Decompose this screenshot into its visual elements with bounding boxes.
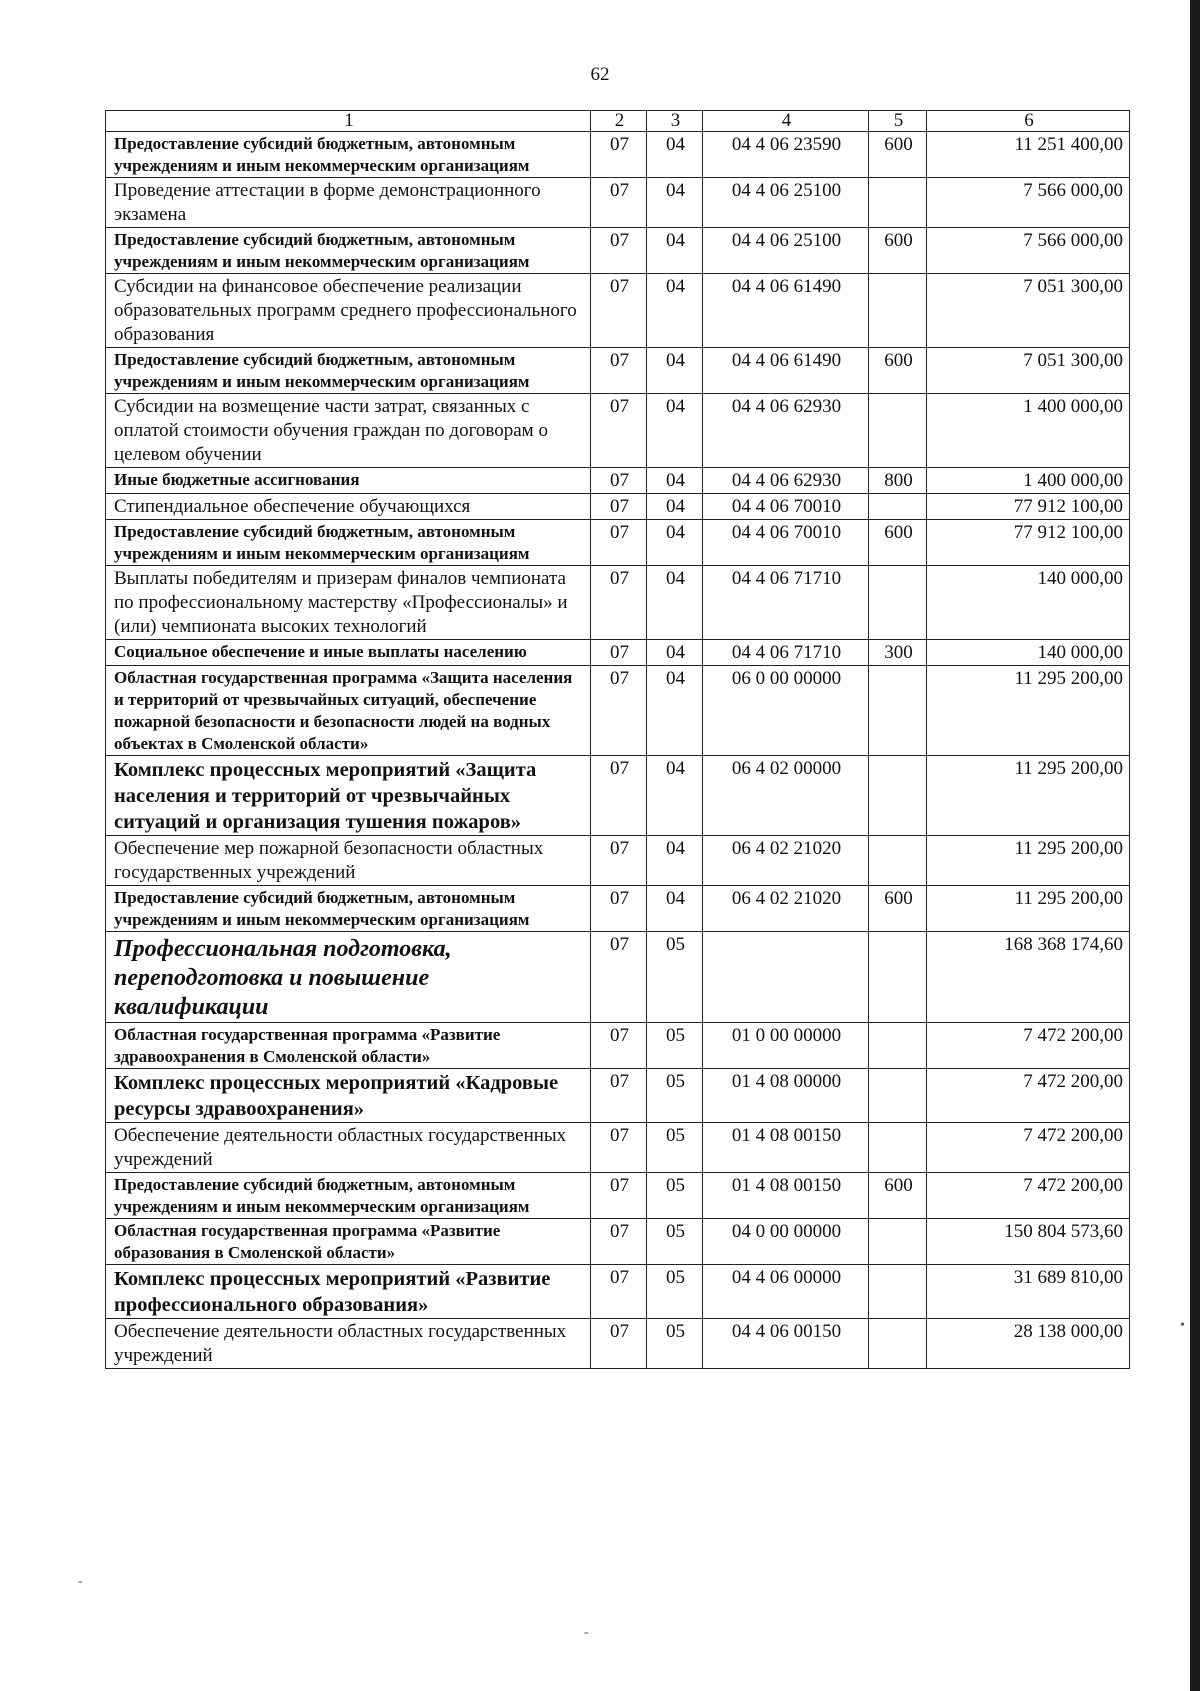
table-row <box>106 520 1130 566</box>
amount-cell: 1 400 000,00 <box>927 394 1130 468</box>
row-name-cell: Субсидии на возмещение части затрат, связанных с оплатой стоимости обучения граждан по договорам о целевом обучении <box>106 394 591 468</box>
section-code-cell: 07 <box>591 274 647 348</box>
row-name-cell: Областная государственная программа «Развитие образования в Смоленской области» <box>106 1219 591 1265</box>
target-article-cell: 04 4 06 61490 <box>703 274 869 348</box>
row-name-cell: Предоставление субсидий бюджетным, автономным учреждениям и иным некоммерческим организациям <box>106 886 591 932</box>
scan-mark: • <box>1180 1318 1185 1333</box>
page-edge-shadow <box>1190 0 1200 1691</box>
amount-cell: 7 566 000,00 <box>927 228 1130 274</box>
amount-cell: 168 368 174,60 <box>927 932 1130 1023</box>
section-code-cell: 07 <box>591 132 647 178</box>
column-header: 4 <box>703 111 869 132</box>
expense-type-cell: 600 <box>869 348 927 394</box>
amount-cell: 11 295 200,00 <box>927 886 1130 932</box>
table-row <box>106 132 1130 178</box>
row-name-cell: Обеспечение мер пожарной безопасности областных государственных учреждений <box>106 836 591 886</box>
table-row <box>106 348 1130 394</box>
row-name-cell: Социальное обеспечение и иные выплаты населению <box>106 640 591 666</box>
expense-type-cell: 300 <box>869 640 927 666</box>
row-name-cell: Предоставление субсидий бюджетным, автономным учреждениям и иным некоммерческим организациям <box>106 348 591 394</box>
table-row <box>106 886 1130 932</box>
target-article-cell: 04 4 06 62930 <box>703 394 869 468</box>
table-row <box>106 468 1130 494</box>
row-name-cell: Предоставление субсидий бюджетным, автономным учреждениям и иным некоммерческим организациям <box>106 520 591 566</box>
row-name-cell: Областная государственная программа «Развитие здравоохранения в Смоленской области» <box>106 1023 591 1069</box>
expense-type-cell <box>869 1319 927 1369</box>
target-article-cell: 01 4 08 00150 <box>703 1123 869 1173</box>
expense-type-cell <box>869 1069 927 1123</box>
target-article-cell: 04 0 00 00000 <box>703 1219 869 1265</box>
table-body <box>106 132 1130 1369</box>
amount-cell: 11 295 200,00 <box>927 836 1130 886</box>
target-article-cell: 01 4 08 00150 <box>703 1173 869 1219</box>
expense-type-cell: 600 <box>869 1173 927 1219</box>
target-article-cell: 04 4 06 71710 <box>703 566 869 640</box>
section-code-cell: 07 <box>591 1319 647 1369</box>
target-article-cell: 06 4 02 00000 <box>703 756 869 836</box>
subsection-code-cell: 04 <box>647 886 703 932</box>
subsection-code-cell: 04 <box>647 132 703 178</box>
target-article-cell: 04 4 06 00150 <box>703 1319 869 1369</box>
table-row <box>106 1265 1130 1319</box>
row-name-cell: Обеспечение деятельности областных государственных учреждений <box>106 1319 591 1369</box>
expense-type-cell: 600 <box>869 520 927 566</box>
table-row <box>106 274 1130 348</box>
section-code-cell: 07 <box>591 1265 647 1319</box>
expense-type-cell <box>869 394 927 468</box>
subsection-code-cell: 04 <box>647 666 703 756</box>
section-code-cell: 07 <box>591 494 647 520</box>
subsection-code-cell: 04 <box>647 178 703 228</box>
row-name-cell: Выплаты победителям и призерам финалов чемпионата по профессиональному мастерству «Профессионалы» и (или) чемпионата высоких технологий <box>106 566 591 640</box>
section-code-cell: 07 <box>591 836 647 886</box>
section-code-cell: 07 <box>591 756 647 836</box>
expense-type-cell <box>869 1265 927 1319</box>
amount-cell: 11 295 200,00 <box>927 756 1130 836</box>
amount-cell: 77 912 100,00 <box>927 520 1130 566</box>
target-article-cell: 06 0 00 00000 <box>703 666 869 756</box>
section-code-cell: 07 <box>591 566 647 640</box>
subsection-code-cell: 05 <box>647 1123 703 1173</box>
row-name-cell: Предоставление субсидий бюджетным, автономным учреждениям и иным некоммерческим организациям <box>106 132 591 178</box>
table-row <box>106 1123 1130 1173</box>
row-name-cell: Проведение аттестации в форме демонстрационного экзамена <box>106 178 591 228</box>
amount-cell: 150 804 573,60 <box>927 1219 1130 1265</box>
subsection-code-cell: 05 <box>647 932 703 1023</box>
expense-type-cell <box>869 566 927 640</box>
table-row <box>106 836 1130 886</box>
column-header: 6 <box>927 111 1130 132</box>
row-name-cell: Стипендиальное обеспечение обучающихся <box>106 494 591 520</box>
target-article-cell: 01 4 08 00000 <box>703 1069 869 1123</box>
target-article-cell: 04 4 06 70010 <box>703 494 869 520</box>
amount-cell: 11 295 200,00 <box>927 666 1130 756</box>
target-article-cell: 06 4 02 21020 <box>703 836 869 886</box>
amount-cell: 140 000,00 <box>927 640 1130 666</box>
row-name-cell: Областная государственная программа «Защита населения и территорий от чрезвычайных ситуаций, обеспечение пожарной безопасности и безопасности людей на водных объектах в Смоленской области» <box>106 666 591 756</box>
subsection-code-cell: 05 <box>647 1173 703 1219</box>
table-row <box>106 394 1130 468</box>
amount-cell: 7 566 000,00 <box>927 178 1130 228</box>
section-code-cell: 07 <box>591 1123 647 1173</box>
expense-type-cell <box>869 1219 927 1265</box>
target-article-cell: 04 4 06 71710 <box>703 640 869 666</box>
expense-type-cell: 800 <box>869 468 927 494</box>
target-article-cell: 04 4 06 00000 <box>703 1265 869 1319</box>
table-row <box>106 178 1130 228</box>
table-row <box>106 1173 1130 1219</box>
table-row <box>106 666 1130 756</box>
column-header: 2 <box>591 111 647 132</box>
budget-table <box>105 110 1130 1369</box>
section-code-cell: 07 <box>591 394 647 468</box>
expense-type-cell <box>869 1123 927 1173</box>
subsection-code-cell: 05 <box>647 1265 703 1319</box>
expense-type-cell: 600 <box>869 886 927 932</box>
section-code-cell: 07 <box>591 932 647 1023</box>
section-code-cell: 07 <box>591 640 647 666</box>
section-code-cell: 07 <box>591 468 647 494</box>
section-code-cell: 07 <box>591 886 647 932</box>
subsection-code-cell: 04 <box>647 274 703 348</box>
column-header-row <box>106 111 1130 132</box>
row-name-cell: Обеспечение деятельности областных государственных учреждений <box>106 1123 591 1173</box>
row-name-cell: Субсидии на финансовое обеспечение реализации образовательных программ среднего профессионального образования <box>106 274 591 348</box>
table-row <box>106 566 1130 640</box>
target-article-cell: 04 4 06 25100 <box>703 228 869 274</box>
row-name-cell: Предоставление субсидий бюджетным, автономным учреждениям и иным некоммерческим организациям <box>106 1173 591 1219</box>
subsection-code-cell: 04 <box>647 394 703 468</box>
table-row <box>106 640 1130 666</box>
table-row <box>106 1219 1130 1265</box>
page-number: 62 <box>590 64 610 85</box>
amount-cell: 7 051 300,00 <box>927 348 1130 394</box>
amount-cell: 1 400 000,00 <box>927 468 1130 494</box>
target-article-cell: 04 4 06 25100 <box>703 178 869 228</box>
row-name-cell: Комплекс процессных мероприятий «Развитие профессионального образования» <box>106 1265 591 1319</box>
section-code-cell: 07 <box>591 666 647 756</box>
expense-type-cell <box>869 274 927 348</box>
section-code-cell: 07 <box>591 1023 647 1069</box>
subsection-code-cell: 05 <box>647 1069 703 1123</box>
table-row <box>106 494 1130 520</box>
amount-cell: 7 472 200,00 <box>927 1023 1130 1069</box>
table-row <box>106 1319 1130 1369</box>
table-row <box>106 1023 1130 1069</box>
section-code-cell: 07 <box>591 1069 647 1123</box>
section-code-cell: 07 <box>591 520 647 566</box>
amount-cell: 11 251 400,00 <box>927 132 1130 178</box>
scan-mark: - <box>78 1574 83 1589</box>
expense-type-cell <box>869 932 927 1023</box>
amount-cell: 77 912 100,00 <box>927 494 1130 520</box>
expense-type-cell <box>869 756 927 836</box>
amount-cell: 7 472 200,00 <box>927 1069 1130 1123</box>
target-article-cell <box>703 932 869 1023</box>
column-header: 1 <box>106 111 591 132</box>
target-article-cell: 04 4 06 23590 <box>703 132 869 178</box>
section-code-cell: 07 <box>591 228 647 274</box>
subsection-code-cell: 05 <box>647 1023 703 1069</box>
expense-type-cell <box>869 1023 927 1069</box>
amount-cell: 7 472 200,00 <box>927 1173 1130 1219</box>
target-article-cell: 06 4 02 21020 <box>703 886 869 932</box>
subsection-code-cell: 04 <box>647 756 703 836</box>
section-code-cell: 07 <box>591 348 647 394</box>
row-name-cell: Комплекс процессных мероприятий «Кадровые ресурсы здравоохранения» <box>106 1069 591 1123</box>
section-code-cell: 07 <box>591 1219 647 1265</box>
section-code-cell: 07 <box>591 178 647 228</box>
table-row <box>106 932 1130 1023</box>
target-article-cell: 01 0 00 00000 <box>703 1023 869 1069</box>
amount-cell: 31 689 810,00 <box>927 1265 1130 1319</box>
row-name-cell: Профессиональная подготовка, переподготовка и повышение квалификации <box>106 932 591 1023</box>
scan-mark: - <box>584 1625 589 1640</box>
expense-type-cell <box>869 836 927 886</box>
section-code-cell: 07 <box>591 1173 647 1219</box>
subsection-code-cell: 05 <box>647 1319 703 1369</box>
column-header: 5 <box>869 111 927 132</box>
target-article-cell: 04 4 06 61490 <box>703 348 869 394</box>
expense-type-cell <box>869 178 927 228</box>
target-article-cell: 04 4 06 70010 <box>703 520 869 566</box>
table-row <box>106 1069 1130 1123</box>
target-article-cell: 04 4 06 62930 <box>703 468 869 494</box>
expense-type-cell: 600 <box>869 132 927 178</box>
subsection-code-cell: 04 <box>647 348 703 394</box>
row-name-cell: Предоставление субсидий бюджетным, автономным учреждениям и иным некоммерческим организациям <box>106 228 591 274</box>
amount-cell: 28 138 000,00 <box>927 1319 1130 1369</box>
table-row <box>106 228 1130 274</box>
column-header: 3 <box>647 111 703 132</box>
subsection-code-cell: 05 <box>647 1219 703 1265</box>
subsection-code-cell: 04 <box>647 494 703 520</box>
expense-type-cell: 600 <box>869 228 927 274</box>
subsection-code-cell: 04 <box>647 640 703 666</box>
amount-cell: 7 051 300,00 <box>927 274 1130 348</box>
subsection-code-cell: 04 <box>647 566 703 640</box>
subsection-code-cell: 04 <box>647 520 703 566</box>
subsection-code-cell: 04 <box>647 836 703 886</box>
subsection-code-cell: 04 <box>647 228 703 274</box>
amount-cell: 140 000,00 <box>927 566 1130 640</box>
row-name-cell: Иные бюджетные ассигнования <box>106 468 591 494</box>
table-row <box>106 756 1130 836</box>
subsection-code-cell: 04 <box>647 468 703 494</box>
expense-type-cell <box>869 666 927 756</box>
amount-cell: 7 472 200,00 <box>927 1123 1130 1173</box>
row-name-cell: Комплекс процессных мероприятий «Защита населения и территорий от чрезвычайных ситуаций и организация тушения пожаров» <box>106 756 591 836</box>
expense-type-cell <box>869 494 927 520</box>
